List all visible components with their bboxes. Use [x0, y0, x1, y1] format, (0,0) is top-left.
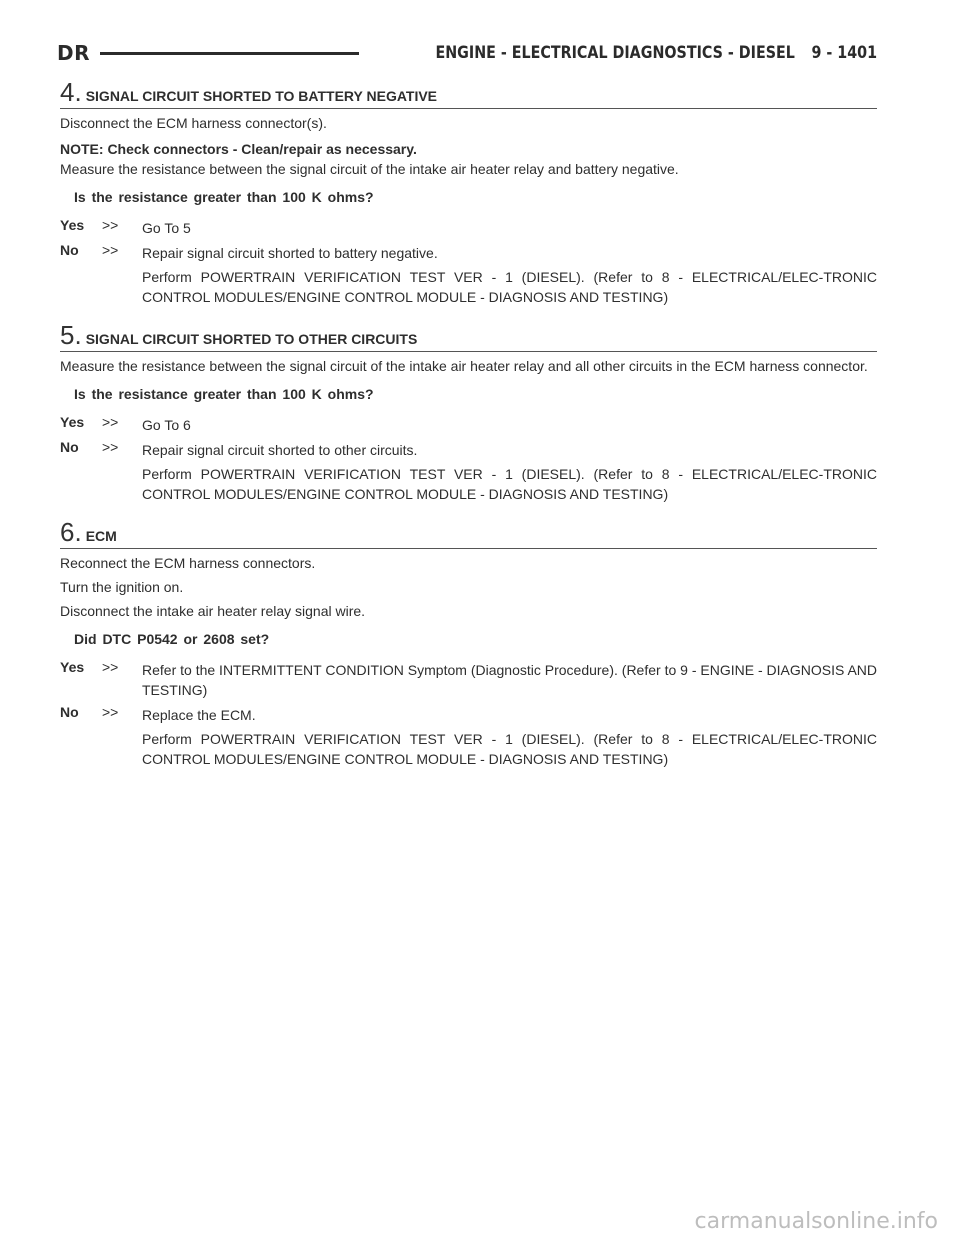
- step-title: ECM: [85, 528, 117, 544]
- answer-no: [60, 437, 877, 504]
- arrow-marker: >>: [102, 439, 119, 455]
- answer-text: Refer to the INTERMITTENT CONDITION Symptom (Diagnostic Procedure). (Refer to 9 - ENGINE - DIAGNOSIS AND TESTING): [142, 662, 877, 698]
- arrow-marker: >>: [102, 217, 119, 233]
- step-heading: 6 . ECM: [60, 518, 877, 549]
- step-number: 5: [60, 320, 75, 350]
- answer-label: Yes: [60, 414, 85, 430]
- arrow-marker: >>: [102, 659, 119, 675]
- step-number: 4: [60, 77, 75, 107]
- test-question: Is the resistance greater than 100 K ohms?: [74, 189, 374, 205]
- instruction: Disconnect the ECM harness connector(s).: [60, 115, 327, 131]
- answer-text: Perform POWERTRAIN VERIFICATION TEST VER - 1 (DIESEL). (Refer to 8 - ELECTRICAL/ELEC-TRONIC CONTROL MODULES/ENGINE CONTROL MODULE - DIAGNOSIS AND TESTING): [142, 466, 877, 502]
- step-title: SIGNAL CIRCUIT SHORTED TO OTHER CIRCUITS: [85, 331, 418, 347]
- answer-text: Replace the ECM.: [142, 707, 256, 723]
- arrow-marker: >>: [102, 704, 119, 720]
- test-question: Did DTC P0542 or 2608 set?: [74, 631, 270, 647]
- document-body: [60, 78, 877, 783]
- instruction: Turn the ignition on.: [60, 579, 184, 595]
- answer-text: Perform POWERTRAIN VERIFICATION TEST VER - 1 (DIESEL). (Refer to 8 - ELECTRICAL/ELEC-TRONIC CONTROL MODULES/ENGINE CONTROL MODULE - DIAGNOSIS AND TESTING): [142, 269, 877, 305]
- answer-label: No: [60, 439, 79, 455]
- watermark-text: carmanualsonline.info: [694, 1209, 938, 1234]
- answer-text: Go To 5: [142, 220, 191, 236]
- answer-text: Go To 6: [142, 417, 191, 433]
- answer-label: Yes: [60, 217, 85, 233]
- step-5: [60, 321, 877, 504]
- page-header: [57, 40, 877, 66]
- step-4: [60, 78, 877, 307]
- page-number: 9 - 1401: [811, 43, 877, 63]
- instruction: Measure the resistance between the signal circuit of the intake air heater relay and all other circuits in the ECM harness connector.: [60, 358, 868, 374]
- step-title: SIGNAL CIRCUIT SHORTED TO BATTERY NEGATIVE: [85, 88, 438, 104]
- answer-no: [60, 702, 877, 769]
- answer-yes: [60, 657, 877, 700]
- answer-text: Repair signal circuit shorted to other circuits.: [142, 442, 418, 458]
- answer-yes: [60, 412, 877, 435]
- header-rule: [100, 52, 359, 55]
- instruction: Disconnect the intake air heater relay signal wire.: [60, 603, 366, 619]
- arrow-marker: >>: [102, 242, 119, 258]
- answer-yes: [60, 215, 877, 238]
- note: NOTE: Check connectors - Clean/repair as necessary.: [60, 141, 417, 157]
- test-question: Is the resistance greater than 100 K ohms?: [74, 386, 374, 402]
- answer-text: Repair signal circuit shorted to battery negative.: [142, 245, 438, 261]
- answer-no: [60, 240, 877, 307]
- step-heading: 5 . SIGNAL CIRCUIT SHORTED TO OTHER CIRCUITS: [60, 321, 877, 352]
- step-6: [60, 518, 877, 769]
- answer-label: No: [60, 242, 79, 258]
- instruction: Measure the resistance between the signal circuit of the intake air heater relay and battery negative.: [60, 161, 679, 177]
- step-heading: 4 . SIGNAL CIRCUIT SHORTED TO BATTERY NEGATIVE: [60, 78, 877, 109]
- answer-label: Yes: [60, 659, 85, 675]
- section-title: ENGINE - ELECTRICAL DIAGNOSTICS - DIESEL: [435, 43, 795, 63]
- manual-code: DR: [57, 41, 91, 65]
- answer-text: Perform POWERTRAIN VERIFICATION TEST VER - 1 (DIESEL). (Refer to 8 - ELECTRICAL/ELEC-TRONIC CONTROL MODULES/ENGINE CONTROL MODULE - DIAGNOSIS AND TESTING): [142, 731, 877, 767]
- arrow-marker: >>: [102, 414, 119, 430]
- answer-label: No: [60, 704, 79, 720]
- step-number: 6: [60, 517, 75, 547]
- instruction: Reconnect the ECM harness connectors.: [60, 555, 316, 571]
